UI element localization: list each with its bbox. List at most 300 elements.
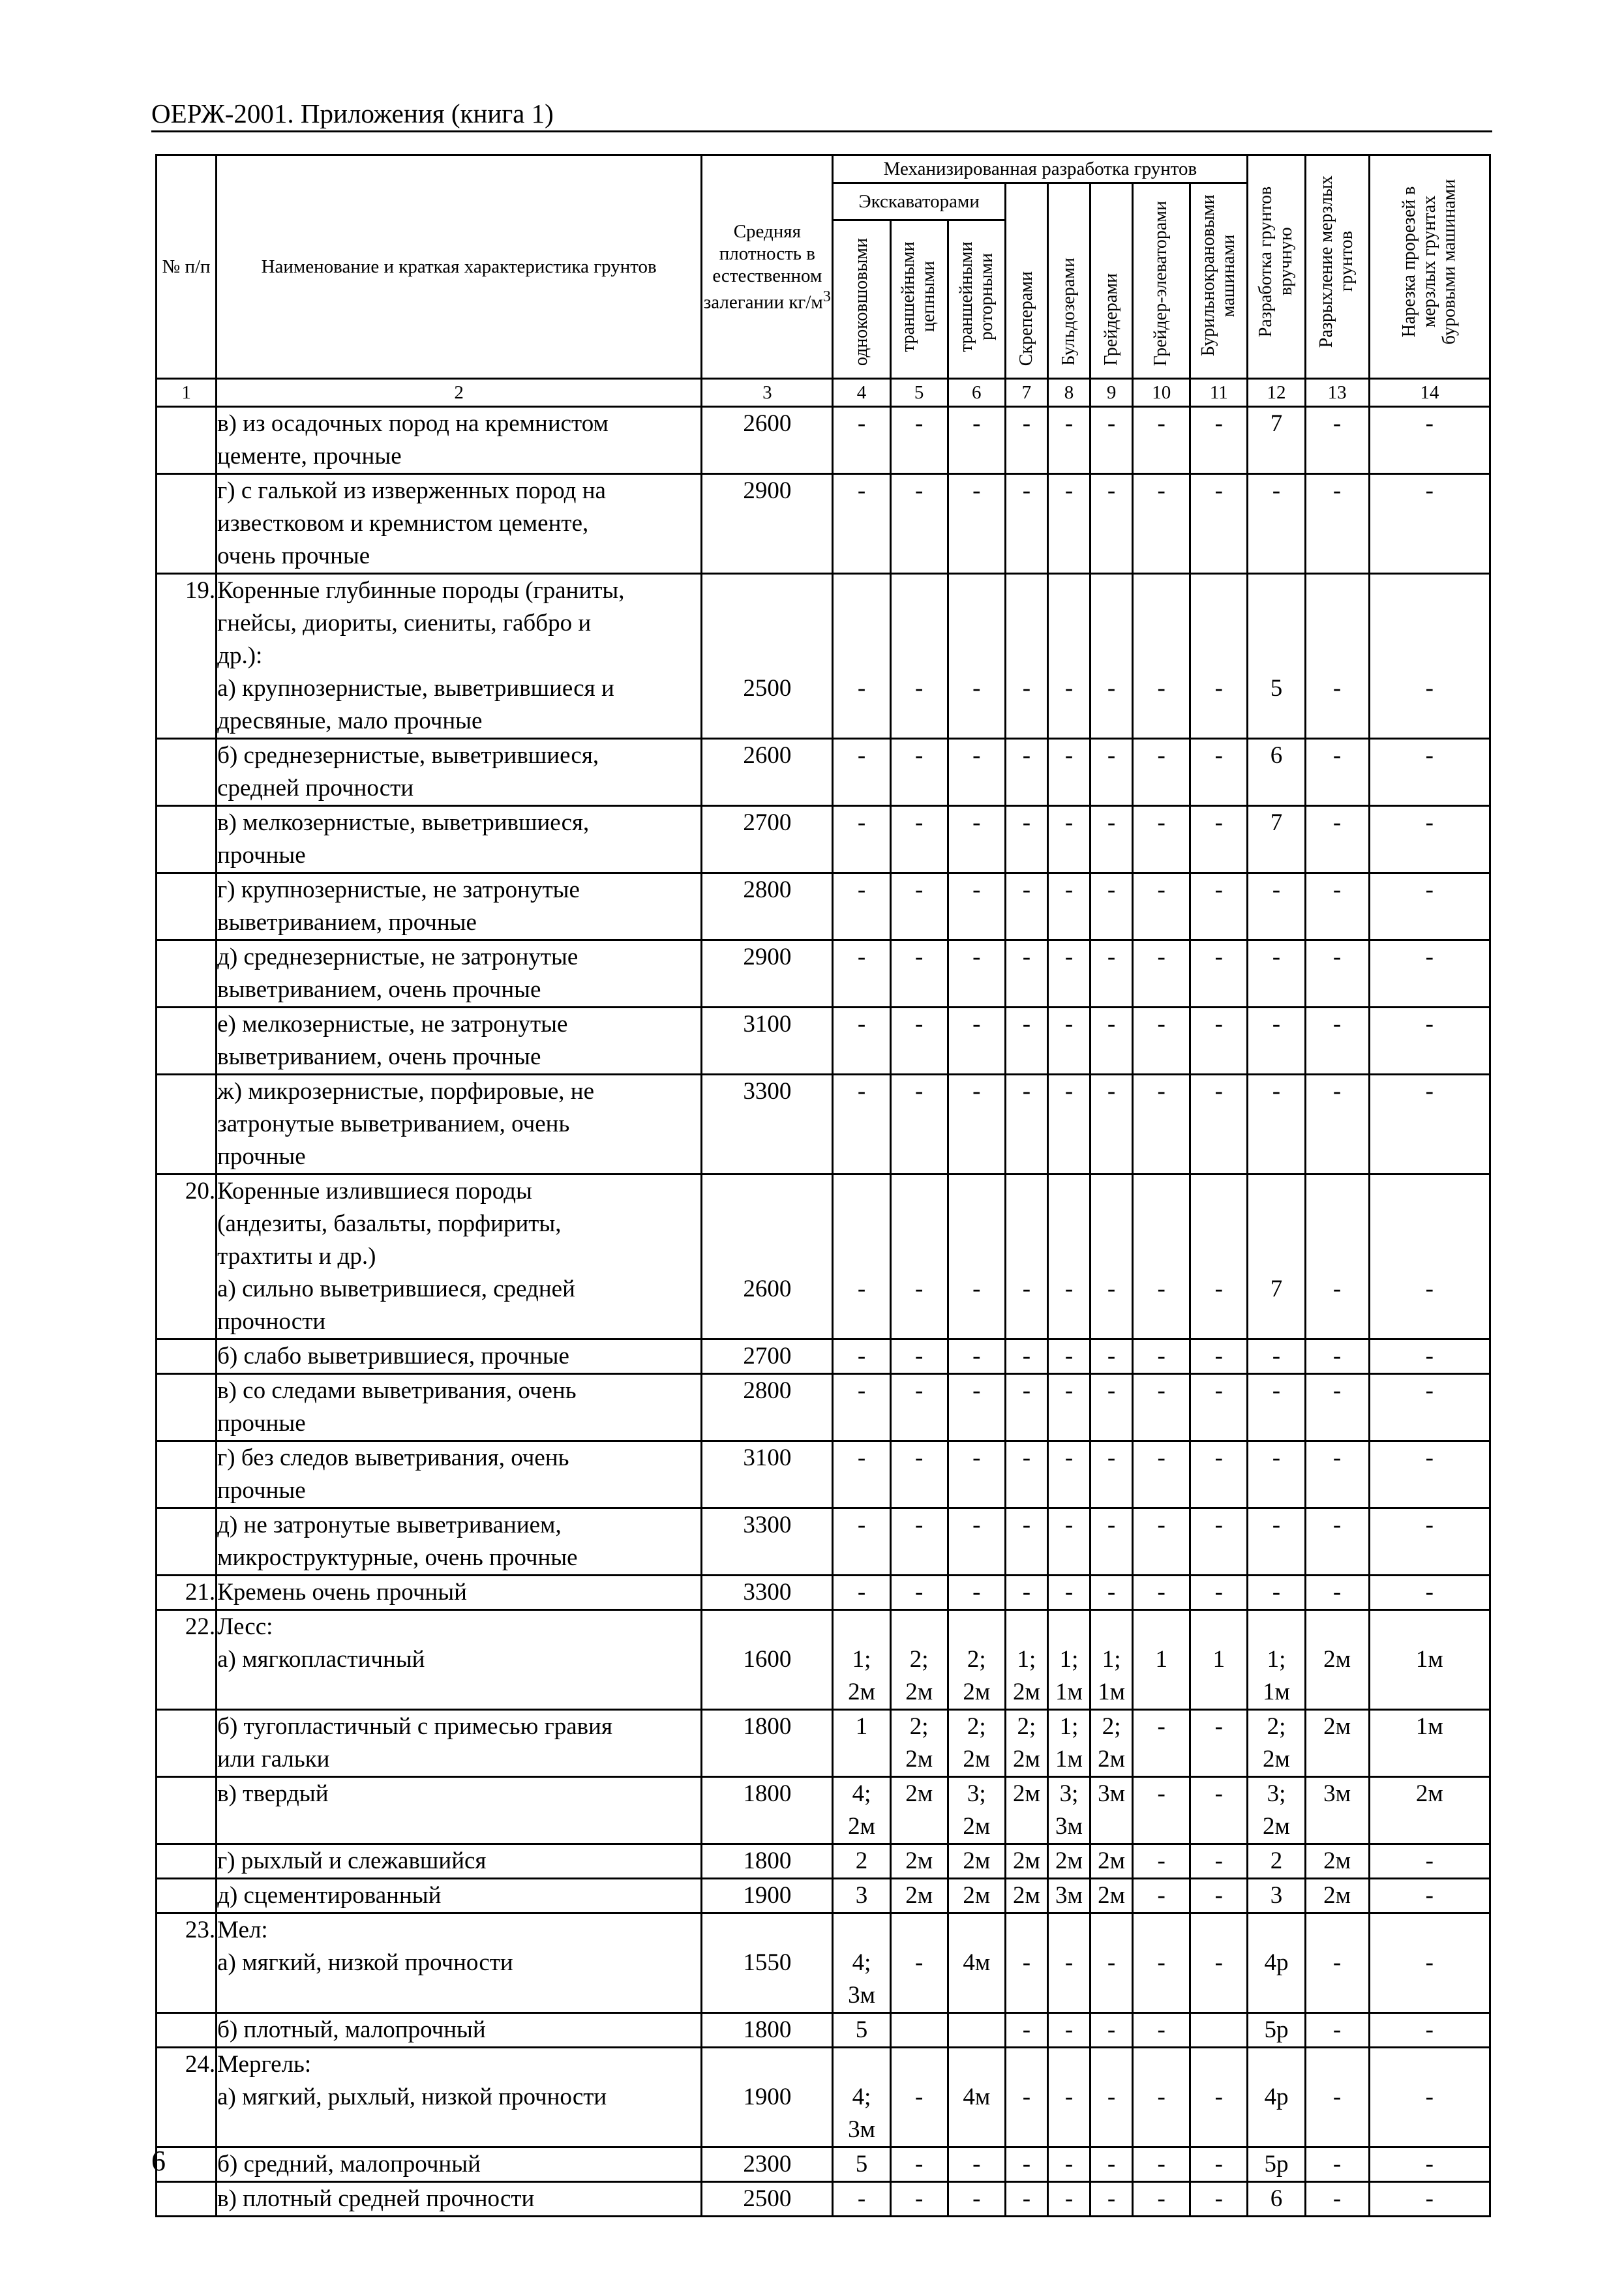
- soil-name-line: б) плотный, малопрочный: [217, 2016, 486, 2044]
- cell-line: -: [1332, 1444, 1342, 1472]
- column-number: 13: [1305, 379, 1369, 407]
- rate-value: [1190, 1508, 1248, 1576]
- table-row: [157, 739, 1490, 806]
- soil-name: [217, 1710, 702, 1777]
- row-number: [157, 1710, 217, 1777]
- cell-line: -: [1214, 2084, 1223, 2111]
- rate-value: [948, 739, 1005, 806]
- rate-value: [1369, 574, 1490, 739]
- cell-line: -: [1214, 1713, 1223, 1741]
- cell-line: -: [1022, 477, 1031, 505]
- rate-value: [1305, 1508, 1369, 1576]
- row-number: [157, 1339, 217, 1374]
- cell-line: 4р: [1264, 1949, 1289, 1977]
- soil-name-line: а) мягкопластичный: [217, 1646, 425, 1673]
- cell-line: -: [1272, 944, 1281, 971]
- header-col7: Скреперами: [1005, 183, 1047, 379]
- rate-value: [1047, 1913, 1090, 2013]
- cell-line: 2800: [743, 1377, 792, 1405]
- rate-value: [1090, 1374, 1133, 1441]
- soil-name: [217, 2147, 702, 2182]
- cell-line: -: [1214, 675, 1223, 702]
- cell-line: 2м: [963, 1882, 991, 1909]
- cell-line: 5: [855, 2016, 868, 2044]
- cell-line: -: [1107, 410, 1116, 438]
- cell-line: 7: [1270, 1276, 1283, 1303]
- rate-value: [1190, 1777, 1248, 1844]
- cell-line: 1900: [743, 1882, 792, 1909]
- cell-line: -: [1332, 2185, 1342, 2213]
- rate-value: [1005, 2013, 1047, 2048]
- table-row: [157, 1610, 1490, 1710]
- cell-line: -: [1022, 1343, 1031, 1370]
- rate-value: [1369, 739, 1490, 806]
- cell-line: -: [1425, 1444, 1434, 1472]
- cell-line: -: [1425, 2151, 1434, 2178]
- rate-value: [1047, 1576, 1090, 1610]
- rate-value: [1133, 873, 1190, 940]
- rate-value: [1133, 739, 1190, 806]
- cell-line: 7: [1270, 809, 1283, 837]
- table-row: [157, 2182, 1490, 2217]
- cell-line: -: [1064, 2016, 1074, 2044]
- rate-value: [1047, 1339, 1090, 1374]
- cell-line: 2м: [905, 1882, 933, 1909]
- cell-line: -: [1157, 1713, 1165, 1741]
- cell-line: -: [1332, 809, 1342, 837]
- row-number: [157, 1008, 217, 1075]
- rate-value: [1047, 940, 1090, 1008]
- rate-value: [833, 806, 890, 873]
- cell-line: -: [1022, 1444, 1031, 1472]
- soil-name: [217, 1610, 702, 1710]
- rate-value: [1369, 1777, 1490, 1844]
- row-number: [157, 2013, 217, 2048]
- rate-value: [1133, 474, 1190, 574]
- cell-line: -: [1332, 876, 1342, 904]
- soil-name-line: в) твердый: [217, 1780, 329, 1808]
- soil-name: [217, 873, 702, 940]
- soil-name-line: выветриванием, очень прочные: [217, 976, 541, 1004]
- cell-line: -: [1022, 1276, 1031, 1303]
- rate-value: [1248, 2013, 1305, 2048]
- cell-line: -: [1214, 742, 1223, 770]
- rate-value: [1090, 474, 1133, 574]
- soil-name-line: дресвяные, мало прочные: [217, 708, 483, 735]
- cell-line: -: [1157, 1343, 1165, 1370]
- cell-line: -: [1214, 477, 1223, 505]
- cell-line: -: [1107, 809, 1116, 837]
- cell-line: -: [1064, 876, 1074, 904]
- rate-value: [948, 2147, 1005, 2182]
- cell-line: 5р: [1264, 2151, 1289, 2178]
- soil-name-line: б) среднезернистые, выветрившиеся,: [217, 742, 599, 770]
- cell-line: -: [972, 1343, 981, 1370]
- rate-value: [890, 1844, 948, 1879]
- rate-value: [1047, 806, 1090, 873]
- cell-line: 4;: [852, 2084, 871, 2111]
- rate-value: [1005, 1710, 1047, 1777]
- cell-line: -: [1064, 675, 1074, 702]
- cell-line: -: [1332, 1512, 1342, 1539]
- cell-line: 4р: [1264, 2084, 1289, 2111]
- rate-value: [890, 1576, 948, 1610]
- rate-value: [1133, 1174, 1190, 1339]
- rate-value: [1133, 1075, 1190, 1174]
- column-number: 5: [890, 379, 948, 407]
- rate-value: [1047, 739, 1090, 806]
- rate-value: [1005, 1075, 1047, 1174]
- table-row: [157, 940, 1490, 1008]
- cell-line: -: [915, 1343, 924, 1370]
- cell-line: -: [915, 809, 924, 837]
- header-density: Средняя плотность в естественном залегании $кг/м^3$: [702, 155, 833, 379]
- cell-line: 2700: [743, 1343, 792, 1370]
- rate-value: [948, 407, 1005, 474]
- table-row: [157, 1008, 1490, 1075]
- cell-line: 2;: [909, 1713, 929, 1741]
- rate-value: [890, 806, 948, 873]
- cell-line: -: [1064, 1444, 1074, 1472]
- cell-line: -: [972, 1512, 981, 1539]
- cell-line: -: [972, 1078, 981, 1105]
- table-row: [157, 1844, 1490, 1879]
- cell-line: -: [1332, 2151, 1342, 2178]
- rate-value: [1133, 806, 1190, 873]
- rate-value: [948, 1777, 1005, 1844]
- cell-line: -: [1272, 1011, 1281, 1038]
- cell-line: 2м: [1323, 1646, 1351, 1673]
- rate-value: [1090, 1777, 1133, 1844]
- soil-name-line: прочные: [217, 1477, 306, 1504]
- rate-value: [948, 806, 1005, 873]
- rate-value: [1133, 574, 1190, 739]
- cell-line: 1;: [1267, 1646, 1286, 1673]
- column-number: 14: [1369, 379, 1490, 407]
- cell-line: 1;: [1102, 1646, 1121, 1673]
- column-number: 11: [1190, 379, 1248, 407]
- cell-line: -: [1107, 1512, 1116, 1539]
- cell-line: -: [1214, 1882, 1223, 1909]
- cell-line: -: [857, 1512, 866, 1539]
- cell-line: -: [1157, 2151, 1165, 2178]
- density-value: [702, 1777, 833, 1844]
- rate-value: [948, 873, 1005, 940]
- cell-line: -: [1022, 675, 1031, 702]
- soil-name-line: известковом и кремнистом цементе,: [217, 510, 589, 537]
- cell-line: 2м: [1012, 1848, 1040, 1875]
- rate-value: [890, 1441, 948, 1508]
- cell-line: -: [1107, 2016, 1116, 2044]
- rate-value: [1133, 1844, 1190, 1879]
- soil-name-line: д) среднезернистые, не затронутые: [217, 944, 579, 971]
- density-value: [702, 806, 833, 873]
- rate-value: [1133, 1508, 1190, 1576]
- rate-value: [1047, 1075, 1090, 1174]
- rate-value: [1248, 1610, 1305, 1710]
- rate-value: [1369, 2048, 1490, 2147]
- cell-line: -: [1022, 1377, 1031, 1405]
- rate-value: [1248, 1075, 1305, 1174]
- cell-line: -: [857, 809, 866, 837]
- row-number: [157, 474, 217, 574]
- header-col13: Разрыхление мерзлых грунтов: [1305, 155, 1369, 379]
- header-col8: Бульдозерами: [1047, 183, 1090, 379]
- cell-line: -: [972, 1011, 981, 1038]
- cell-line: 4;: [852, 1780, 871, 1808]
- table-row: [157, 1339, 1490, 1374]
- rate-value: [1047, 1610, 1090, 1710]
- soil-name-line: выветриванием, очень прочные: [217, 1043, 541, 1071]
- cell-line: 5: [855, 2151, 868, 2178]
- header-col5: траншейными цепными: [890, 220, 948, 379]
- rate-value: [1369, 1075, 1490, 1174]
- density-value: [702, 1339, 833, 1374]
- rate-value: [833, 1610, 890, 1710]
- cell-line: 3;: [967, 1780, 986, 1808]
- row-number: [157, 1075, 217, 1174]
- rate-value: [1005, 1610, 1047, 1710]
- rate-value: [1248, 1576, 1305, 1610]
- rate-value: [1248, 2182, 1305, 2217]
- row-number: [157, 1879, 217, 1913]
- density-value: [702, 1441, 833, 1508]
- rate-value: [1090, 873, 1133, 940]
- rate-value: [1133, 1008, 1190, 1075]
- rate-value: [1190, 1879, 1248, 1913]
- rate-value: [1305, 1174, 1369, 1339]
- rate-value: [833, 1441, 890, 1508]
- soil-name: [217, 1075, 702, 1174]
- cell-line: 2600: [743, 742, 792, 770]
- rate-value: [1305, 1075, 1369, 1174]
- cell-line: -: [1425, 1512, 1434, 1539]
- cell-line: -: [1022, 2016, 1031, 2044]
- cell-line: -: [1214, 1343, 1223, 1370]
- cell-line: -: [915, 1276, 924, 1303]
- soil-name-line: а) мягкий, низкой прочности: [217, 1949, 513, 1977]
- rate-value: [833, 1879, 890, 1913]
- table-row: [157, 873, 1490, 940]
- rate-value: [833, 1174, 890, 1339]
- soil-name: [217, 739, 702, 806]
- cell-line: 2700: [743, 809, 792, 837]
- soil-name-line: г) с галькой из изверженных пород на: [217, 477, 606, 505]
- density-value: [702, 940, 833, 1008]
- cell-line: 1800: [743, 2016, 792, 2044]
- cell-line: 2;: [909, 1646, 929, 1673]
- cell-line: -: [1214, 2151, 1223, 2178]
- cell-line: -: [1022, 2185, 1031, 2213]
- table-row: [157, 474, 1490, 574]
- density-value: [702, 2147, 833, 2182]
- cell-line: 3100: [743, 1011, 792, 1038]
- cell-line: -: [1022, 1949, 1031, 1977]
- cell-line: -: [857, 876, 866, 904]
- rate-value: [1305, 1610, 1369, 1710]
- rate-value: [1248, 739, 1305, 806]
- rate-value: [948, 1075, 1005, 1174]
- rate-value: [1305, 474, 1369, 574]
- rate-value: [833, 2182, 890, 2217]
- rate-value: [1190, 2013, 1248, 2048]
- cell-line: -: [1425, 1078, 1434, 1105]
- rate-value: [1248, 1913, 1305, 2013]
- rate-value: [948, 574, 1005, 739]
- rate-value: [1248, 1008, 1305, 1075]
- cell-line: -: [1332, 1343, 1342, 1370]
- rate-value: [1305, 1913, 1369, 2013]
- cell-line: -: [857, 742, 866, 770]
- rate-value: [948, 2013, 1005, 2048]
- rate-value: [1305, 2013, 1369, 2048]
- rate-value: [1005, 1508, 1047, 1576]
- rate-value: [1248, 1374, 1305, 1441]
- cell-line: 1800: [743, 1713, 792, 1741]
- rate-value: [948, 1339, 1005, 1374]
- cell-line: -: [1157, 1444, 1165, 1472]
- soil-name-line: микроструктурные, очень прочные: [217, 1544, 578, 1572]
- table-row: [157, 1777, 1490, 1844]
- rate-value: [1090, 407, 1133, 474]
- cell-line: -: [1425, 742, 1434, 770]
- rate-value: [948, 1508, 1005, 1576]
- row-number: 23.: [157, 1913, 217, 2013]
- soil-name: [217, 1008, 702, 1075]
- cell-line: 2м: [905, 1679, 933, 1706]
- cell-line: 1м: [1262, 1679, 1290, 1706]
- cell-line: -: [915, 1011, 924, 1038]
- rate-value: [1005, 574, 1047, 739]
- cell-line: -: [1107, 1579, 1116, 1606]
- rate-value: [1369, 2182, 1490, 2217]
- rate-value: [1047, 1844, 1090, 1879]
- cell-line: -: [1425, 944, 1434, 971]
- column-number: 9: [1090, 379, 1133, 407]
- cell-line: -: [1107, 742, 1116, 770]
- rate-value: [1005, 1913, 1047, 2013]
- soil-name-line: в) плотный средней прочности: [217, 2185, 535, 2213]
- rate-value: [1090, 1844, 1133, 1879]
- cell-line: -: [1214, 1377, 1223, 1405]
- table-row: [157, 806, 1490, 873]
- cell-line: -: [1425, 1949, 1434, 1977]
- rate-value: [890, 1710, 948, 1777]
- cell-line: -: [1064, 1579, 1074, 1606]
- rate-value: [1305, 1844, 1369, 1879]
- rate-value: [1190, 1576, 1248, 1610]
- cell-line: 2м: [1323, 1848, 1351, 1875]
- rate-value: [1369, 1441, 1490, 1508]
- cell-line: -: [1214, 809, 1223, 837]
- cell-line: 1800: [743, 1780, 792, 1808]
- rate-value: [1248, 806, 1305, 873]
- soil-name-line: трахтиты и др.): [217, 1243, 376, 1270]
- rate-value: [1005, 873, 1047, 940]
- rate-value: [1090, 1710, 1133, 1777]
- cell-line: -: [857, 675, 866, 702]
- rate-value: [1005, 407, 1047, 474]
- header-rule: [151, 130, 1492, 132]
- rate-value: [1369, 1576, 1490, 1610]
- rate-value: [1190, 1441, 1248, 1508]
- rate-value: [890, 2013, 948, 2048]
- cell-line: -: [1107, 1949, 1116, 1977]
- rate-value: [1090, 1610, 1133, 1710]
- rate-value: [1133, 2182, 1190, 2217]
- cell-line: 5: [1270, 675, 1283, 702]
- rate-value: [890, 1610, 948, 1710]
- rate-value: [1369, 1374, 1490, 1441]
- rate-value: [1369, 474, 1490, 574]
- cell-line: -: [1214, 1078, 1223, 1105]
- cell-line: -: [1425, 1343, 1434, 1370]
- table-row: [157, 1174, 1490, 1339]
- density-value: [702, 1913, 833, 2013]
- rate-value: [1005, 1879, 1047, 1913]
- rate-value: [833, 574, 890, 739]
- soil-name-line: прочности: [217, 1308, 326, 1336]
- cell-line: 1м: [1055, 1746, 1083, 1773]
- cell-line: 2м: [963, 1679, 991, 1706]
- soil-name-line: г) крупнозернистые, не затронутые: [217, 876, 580, 904]
- rate-value: [1369, 1913, 1490, 2013]
- table-row: [157, 1879, 1490, 1913]
- rate-value: [948, 474, 1005, 574]
- row-number: [157, 940, 217, 1008]
- rate-value: [1005, 1576, 1047, 1610]
- cell-line: -: [1107, 2084, 1116, 2111]
- rate-value: [1305, 1441, 1369, 1508]
- soil-name-line: д) сцементированный: [217, 1882, 442, 1909]
- cell-line: -: [1157, 1848, 1165, 1875]
- rate-value: [1005, 739, 1047, 806]
- cell-line: -: [1064, 1276, 1074, 1303]
- rate-value: [890, 2182, 948, 2217]
- rate-value: [833, 1508, 890, 1576]
- soil-name: [217, 2013, 702, 2048]
- cell-line: -: [972, 742, 981, 770]
- cell-line: 1800: [743, 1848, 792, 1875]
- rate-value: [890, 1374, 948, 1441]
- rate-value: [948, 1576, 1005, 1610]
- row-number: 19.: [157, 574, 217, 739]
- cell-line: -: [1272, 876, 1281, 904]
- rate-value: [1190, 806, 1248, 873]
- rate-value: [1369, 806, 1490, 873]
- rate-value: [890, 739, 948, 806]
- rate-value: [1248, 474, 1305, 574]
- cell-line: -: [1214, 1512, 1223, 1539]
- cell-line: -: [1064, 2185, 1074, 2213]
- table-row: [157, 1075, 1490, 1174]
- rate-value: [890, 1174, 948, 1339]
- rate-value: [890, 1913, 948, 2013]
- soil-name-line: б) тугопластичный с примесью гравия: [217, 1713, 612, 1741]
- rate-value: [1248, 1174, 1305, 1339]
- cell-line: 2м: [1012, 1780, 1040, 1808]
- table-row: [157, 1576, 1490, 1610]
- rate-value: [948, 2048, 1005, 2147]
- cell-line: -: [1332, 1579, 1342, 1606]
- cell-line: 3м: [848, 1982, 875, 2009]
- rate-value: [948, 1710, 1005, 1777]
- cell-line: 2м: [1055, 1848, 1083, 1875]
- cell-line: -: [1214, 876, 1223, 904]
- rate-value: [890, 2048, 948, 2147]
- column-number: 10: [1133, 379, 1190, 407]
- rate-value: [1305, 940, 1369, 1008]
